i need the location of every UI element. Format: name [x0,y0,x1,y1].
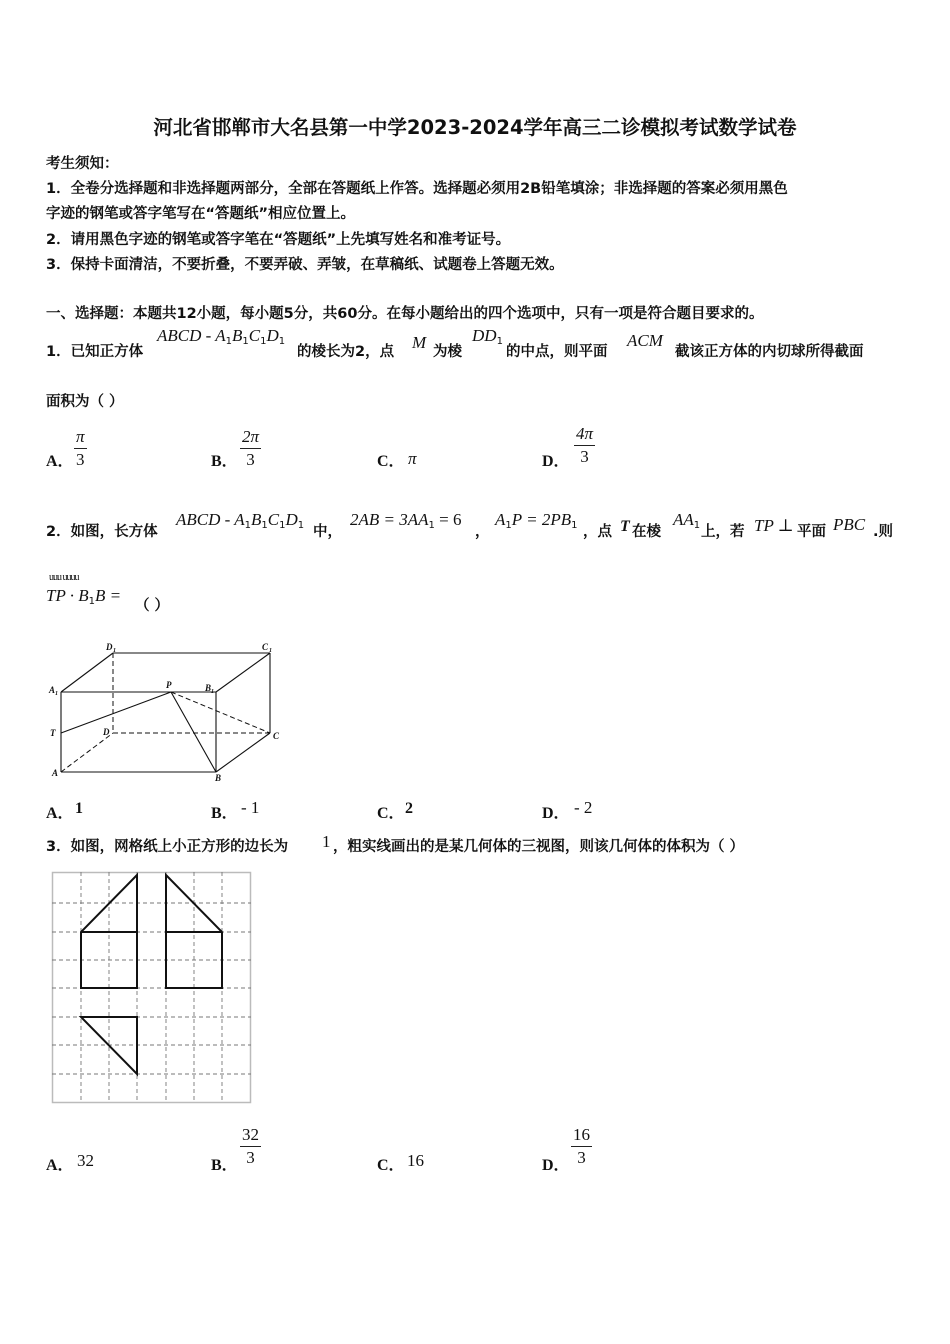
label-t: T [50,728,56,738]
q1-point-m: M [412,333,427,352]
q1-text-5: 截该正方体的内切球所得截面 [675,344,864,360]
q2-text-6: 平面 [797,524,826,540]
frac-den: 3 [246,1148,255,1167]
label-c: C [273,731,280,741]
frac-num: π [74,426,87,449]
label-sub: 1 [211,689,214,695]
q2-equation-1 [350,510,461,531]
q2-option-c-label[interactable]: C． [377,805,405,822]
frac-num: 4π [574,423,595,446]
q2-option-a-label[interactable]: A． [46,805,74,822]
frac-den: 3 [580,447,589,466]
label-c1: C [262,642,269,652]
edge-b-c [216,733,270,772]
q2-sub: 1 [571,520,578,531]
q2-sub: 1 [244,520,251,531]
q2-paren: （ ） [135,598,170,614]
q2-option-d-label[interactable]: D． [542,805,570,822]
q1-text-4: 的中点，则平面 [506,344,608,360]
page-title: 河北省邯郸市大名县第一中学2023-2024学年高三二诊模拟考试数学试卷 [153,116,797,139]
notice-line-1b: 字迹的钢笔或答字笔写在“答题纸”相应位置上。 [46,206,356,222]
q1-cube-name: ABCD - A [157,326,226,345]
notice-line-3: 3．保持卡面清洁，不要折叠，不要弄破、弄皱，在草稿纸、试题卷上答题无效。 [46,257,564,273]
q3-three-view-figure [50,870,255,1108]
q2-dot-a: TP · B [46,586,89,605]
q2-text-5: 上，若 [701,524,745,540]
segment-p-c-hidden [171,692,270,733]
q2-option-a-value[interactable]: 1 [75,800,83,817]
q2-text-3: ，点 [583,524,612,540]
q2-eq2b: P = 2PB [511,510,572,529]
q3-option-d-label[interactable]: D． [542,1157,570,1174]
q1-cube-c: C [248,326,261,345]
q2-text-4: 在棱 [632,524,661,540]
q2-equation-2 [495,510,577,531]
q2-cuboid-figure [44,640,294,785]
q3-option-a-label[interactable]: A． [46,1157,74,1174]
q1-text-2: 的棱长为2，点 [297,344,395,360]
q2-sub: 1 [279,520,286,531]
section-heading: 一、选择题：本题共12小题，每小题5分，共60分。在每小题给出的四个选项中，只有一项是符合题目要求的。 [46,306,764,322]
notice-line-1a: 1．全卷分选择题和非选择题两部分，全部在答题纸上作答。选择题必须用2B铅笔填涂；非选择题的答案必须用黑色 [46,181,788,197]
label-d1: D [106,642,113,652]
label-sub: 1 [269,648,272,654]
label-sub: 1 [113,648,116,654]
q2-box-d: D [285,510,298,529]
q1-option-c-value[interactable]: π [408,449,417,468]
q3-option-b-frac[interactable] [240,1124,261,1169]
notice-line-2: 2．请用黑色字迹的钢笔或答字笔在“答题纸”上先填写姓名和准考证号。 [46,232,511,248]
label-b1: B [205,683,212,693]
q2-sub: 1 [693,520,701,531]
frac-den: 3 [577,1148,586,1167]
q2-eq1: 2AB = 3AA [350,510,429,529]
q1-cube-expr [157,326,285,347]
q1-sub: 1 [260,336,267,347]
q3-unit-length: 1 [322,832,331,851]
q2-sub: 1 [261,520,268,531]
q1-option-d-label[interactable]: D． [542,453,570,470]
q2-sub: 1 [505,520,512,531]
edge-a-d-hidden [61,733,113,772]
q2-dot-product [46,586,121,607]
q1-sub: 1 [496,336,503,347]
label-a1: A [49,685,56,695]
label-b: B [215,773,222,783]
frac-den: 3 [246,450,255,469]
q2-box-c: C [267,510,280,529]
q3-text-1: 3．如图，网格纸上小正方形的边长为 [46,839,289,855]
edge-b1-c1 [216,653,270,692]
label-a: A [52,768,59,778]
q1-option-a-frac[interactable] [74,426,87,471]
q2-sub: 1 [428,520,435,531]
q1-option-a-label[interactable]: A． [46,453,74,470]
q2-text-7: .则 [873,524,894,540]
q2-box-expr [176,510,304,531]
q2-perp: TP ⊥ [754,516,794,535]
frac-num: 16 [571,1124,592,1147]
frac-num: 32 [240,1124,261,1147]
q1-option-d-frac[interactable] [574,423,595,468]
label-p: P [166,680,172,690]
q1-cube-b: B [232,326,243,345]
label-sub: 1 [55,691,58,697]
q2-sub: 1 [88,596,96,607]
q1-text-line2: 面积为（ ） [46,394,124,410]
q1-plane-acm: ACM [627,331,663,350]
q2-dot-b: B = [95,586,122,605]
q1-sub: 1 [225,336,232,347]
q2-eq2a: A [495,510,506,529]
q1-option-c-label[interactable]: C． [377,453,405,470]
q2-option-d-value[interactable]: - 2 [574,798,593,817]
q2-text-2: 中， [313,524,342,540]
q1-text-3: 为棱 [433,344,462,360]
q2-box-b: B [251,510,262,529]
segment-t-p [61,692,171,733]
q2-vector-marks: uuu uuuu [49,572,79,583]
q3-option-b-label[interactable]: B． [211,1157,238,1174]
label-d: D [103,727,110,737]
frac-den: 3 [76,450,85,469]
q3-option-d-frac[interactable] [571,1124,592,1169]
q1-text-1: 1．已知正方体 [46,344,144,360]
q2-comma: ， [475,524,490,540]
q1-option-b-label[interactable]: B． [211,453,238,470]
q2-aa: AA [673,510,694,529]
q2-eq1-end: = 6 [434,510,462,529]
q2-option-b-label[interactable]: B． [211,805,238,822]
q2-edge-aa1 [673,510,700,531]
q2-option-c-value[interactable]: 2 [405,800,413,817]
q2-plane-pbc: PBC [833,515,866,534]
q3-text-2: ，粗实线画出的是某几何体的三视图，则该几何体的体积为（ ） [333,839,745,855]
q3-option-c-value[interactable]: 16 [407,1151,424,1170]
top-view-outline [81,1017,137,1074]
notice-heading: 考生须知： [46,156,119,172]
q1-sub: 1 [242,336,249,347]
q1-sub: 1 [278,336,286,347]
q2-text-1: 2．如图，长方体 [46,524,158,540]
q3-option-c-label[interactable]: C． [377,1157,405,1174]
q1-cube-d: D [266,326,279,345]
q3-option-a-value[interactable]: 32 [77,1151,94,1170]
q2-box-name: ABCD - A [176,510,245,529]
q1-dd: DD [472,326,497,345]
q2-point-t: T [620,518,630,535]
frac-num: 2π [240,426,261,449]
q1-edge-dd1 [472,326,503,347]
q1-option-b-frac[interactable] [240,426,261,471]
q2-option-b-value[interactable]: - 1 [241,798,260,817]
segment-p-b [171,692,216,772]
edge-a1-d1 [61,653,113,692]
q2-sub: 1 [297,520,305,531]
